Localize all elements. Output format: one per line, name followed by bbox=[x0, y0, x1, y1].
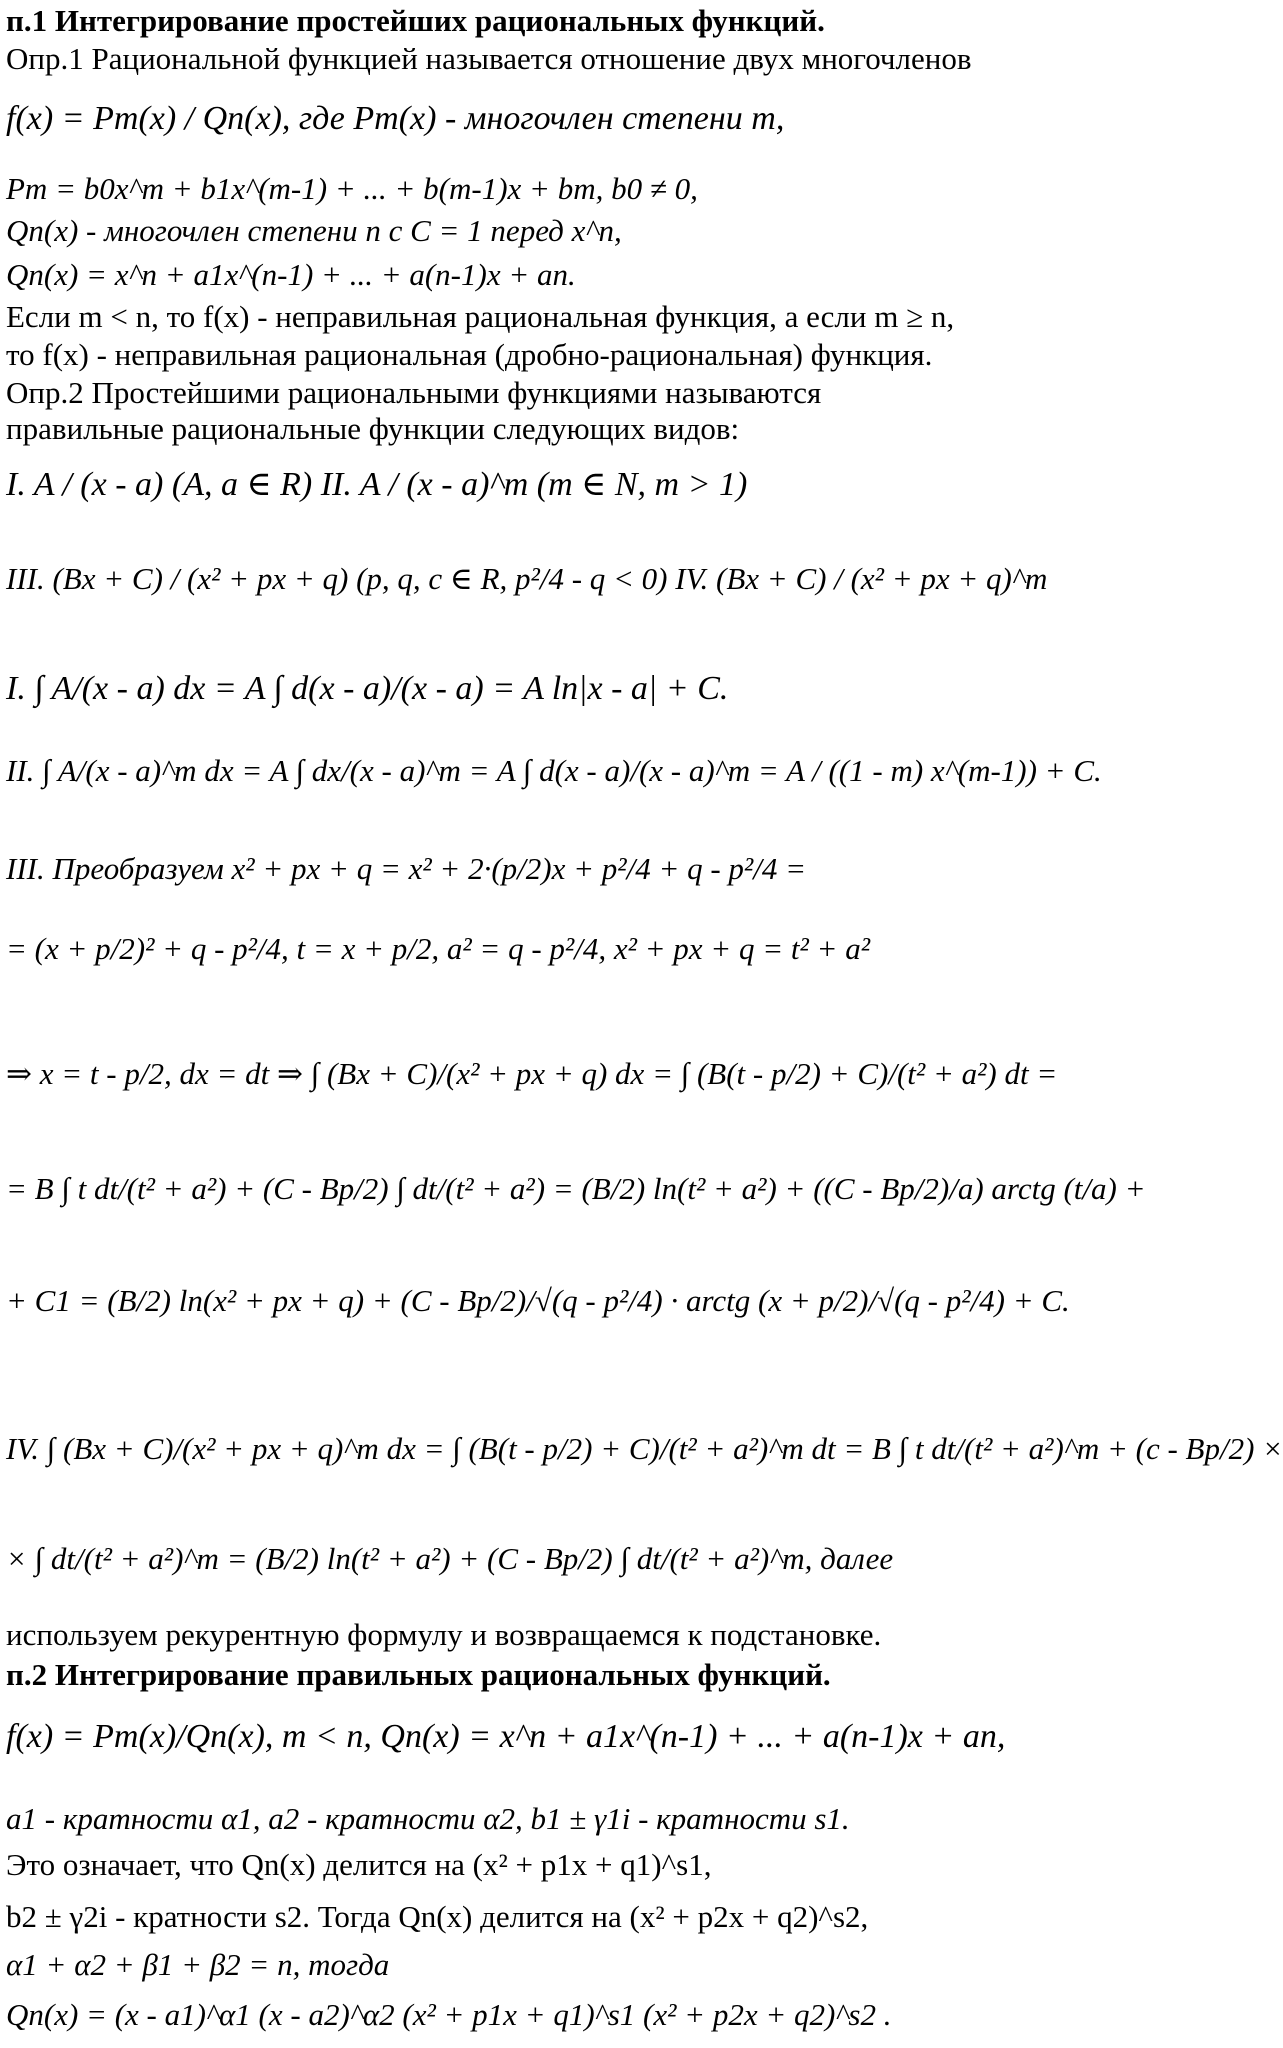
type-3-substitution: = (x + p/2)² + q - p²/4, t = x + p/2, a² = q - p²/4, x² + px + q = t² + a² bbox=[6, 931, 871, 966]
type-3-integral: ⇒ x = t - p/2, dx = dt ⇒ ∫ (Bx + C)/(x² + px + q) dx = ∫ (B(t - p/2) + C)/(t² + a²) dt = bbox=[6, 1056, 1058, 1091]
formula-fx-ratio: f(x) = Pm(x) / Qn(x), где Pm(x) - многочлен степени m, bbox=[6, 100, 785, 137]
formula-proper-fx: f(x) = Pm(x)/Qn(x), m < n, Qn(x) = x^n + a1x^(n-1) + ... + a(n-1)x + an, bbox=[6, 1718, 1006, 1755]
formula-pm: Pm = b0x^m + b1x^(m-1) + ... + b(m-1)x + bm, b0 ≠ 0, bbox=[6, 171, 698, 206]
section-1-heading: п.1 Интегрирование простейших рациональных функций. bbox=[6, 3, 825, 38]
types-1-2: I. A / (x - a) (A, a ∈ R) II. A / (x - a)^m (m ∈ N, m > 1) bbox=[6, 466, 748, 503]
integral-type-4-cont: × ∫ dt/(t² + a²)^m = (B/2) ln(t² + a²) + (C - Bp/2) ∫ dt/(t² + a²)^m, далее bbox=[6, 1541, 894, 1576]
text-improper-2: то f(x) - неправильная рациональная (дробно-рациональная) функция. bbox=[6, 337, 933, 372]
integral-type-2: II. ∫ A/(x - a)^m dx = A ∫ dx/(x - a)^m = A ∫ d(x - a)/(x - a)^m = A / ((1 - m) x^(m-1)) + C. bbox=[6, 753, 1102, 788]
formula-qn-desc: Qn(x) - многочлен степени n с C = 1 перед x^n, bbox=[6, 213, 622, 248]
formula-degree-sum: α1 + α2 + β1 + β2 = n, тогда bbox=[6, 1947, 390, 1982]
formula-qn-factorization: Qn(x) = (x - a1)^α1 (x - a2)^α2 (x² + p1x + q1)^s1 (x² + p2x + q2)^s2 . bbox=[6, 1997, 892, 2032]
definition-2: Опр.2 Простейшими рациональными функциями называются bbox=[6, 375, 822, 410]
text-divisible-2: b2 ± γ2i - кратности s2. Тогда Qn(x) делится на (x² + p2x + q2)^s2, bbox=[6, 1899, 869, 1934]
integral-type-1: I. ∫ A/(x - a) dx = A ∫ d(x - a)/(x - a) = A ln|x - a| + C. bbox=[6, 670, 729, 707]
roots-multiplicity: a1 - кратности α1, a2 - кратности α2, b1 ± γ1i - кратности s1. bbox=[6, 1801, 850, 1836]
formula-qn: Qn(x) = x^n + a1x^(n-1) + ... + a(n-1)x + an. bbox=[6, 257, 576, 292]
section-2-heading: п.2 Интегрирование правильных рациональных функций. bbox=[6, 1657, 831, 1692]
type-3-result-1: = B ∫ t dt/(t² + a²) + (C - Bp/2) ∫ dt/(t² + a²) = (B/2) ln(t² + a²) + ((C - Bp/2)/a) arctg (t/a) + bbox=[6, 1171, 1146, 1206]
text-divisible-1: Это означает, что Qn(x) делится на (x² + p1x + q1)^s1, bbox=[6, 1847, 712, 1882]
types-3-4: III. (Bx + C) / (x² + px + q) (p, q, c ∈ R, p²/4 - q < 0) IV. (Bx + C) / (x² + px + q)^m bbox=[6, 561, 1048, 596]
definition-1: Опр.1 Рациональной функцией называется отношение двух многочленов bbox=[6, 41, 972, 76]
text-improper-1: Если m < n, то f(x) - неправильная рациональная функция, а если m ≥ n, bbox=[6, 299, 955, 334]
type-3-transform: III. Преобразуем x² + px + q = x² + 2·(p/2)x + p²/4 + q - p²/4 = bbox=[6, 851, 807, 886]
integral-type-4: IV. ∫ (Bx + C)/(x² + px + q)^m dx = ∫ (B(t - p/2) + C)/(t² + a²)^m dt = B ∫ t dt/(t² + a²)^m + (c - Bp/2) × bbox=[6, 1431, 1283, 1466]
definition-2-cont: правильные рациональные функции следующих видов: bbox=[6, 411, 740, 446]
text-recurrent: используем рекурентную формулу и возвращаемся к подстановке. bbox=[6, 1617, 882, 1652]
type-3-result-2: + C1 = (B/2) ln(x² + px + q) + (C - Bp/2)/√(q - p²/4) · arctg (x + p/2)/√(q - p²/4) + C. bbox=[6, 1283, 1070, 1318]
